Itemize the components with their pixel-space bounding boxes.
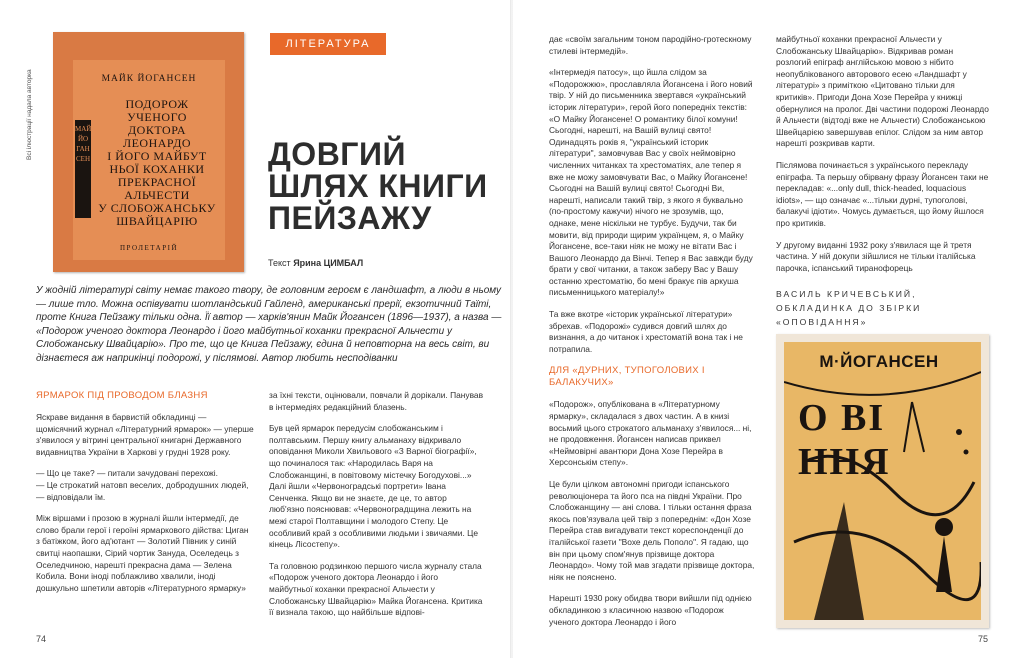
paragraph: «Подорож», опублікована в «Літературному ярмарку», складалася з двох частин. А в книзі восьмий цього строкатого альманаху з'явилося... ні, не продовження. Йогансен написав приквел «Неймовірні авантюри Дона Хозе Перейра в Херсонськім степу». <box>549 399 752 468</box>
illustration-title: О ВІ ННЯ <box>798 397 891 483</box>
paragraph: Та головною родзинкою першого числа журналу стала «Подорож ученого доктора Леонардо і його майбутньої коханки прекрасної Альчести у Слобожанську Швайцарію» Майка Йогансена. Критика її визнала такою, що найбільше відпові- <box>269 560 483 618</box>
cover-publisher: ПРОЛЕТАРІЙ <box>119 244 179 252</box>
paragraph: Між віршами і прозою в журналі йшли інтермедії, де слово брали герої і героїні ярмаркового дійства: Циган з батіжком, його ад'ютант — Золотий Півник у синій свитці наопашки, Сірий чортик Зануда, Оселедець з Оселедчиною, нарешті прекрасна дама — Зелена Кобила. Вони іноді поблажливо хвалили, іноді дошкульно шпетили авторів «Літературного ярмарку» <box>36 513 249 593</box>
article-title: ДОВГИЙ ШЛЯХ КНИГИ ПЕЙЗАЖУ <box>268 136 488 236</box>
photo-credit: Всі ілюстрації надала авторка <box>26 69 33 160</box>
left-column-2 <box>269 390 484 629</box>
paragraph: за їхні тексти, оцінювали, повчали й дорікали. Панував в інтермедіях редакційний блазень. <box>269 390 484 412</box>
paragraph: Нарешті 1930 року обидва твори вийшли під однією обкладинкою з класичною назвою «Подорож ученого доктора Леонардо і його <box>549 593 752 627</box>
cover-spine: МАЙК ЙО ГАН СЕН <box>75 120 91 218</box>
illustration-caption: ВАСИЛЬ КРИЧЕВСЬКИЙ, ОБКЛАДИНКА ДО ЗБІРКИ «ОПОВІДАННЯ» <box>776 289 922 327</box>
left-page <box>0 0 511 658</box>
paragraph: «Інтермедія патосу», що йшла слідом за «Подорожжю», прославляла Йогансена і його новий твір. У ній до письменника звертався «український історик літератури», герой його попередніх текстів: «О Майку Йогансене! О романтику білої комуни! Сьогодні, нарешті, на Вашій вулиці свято! Одинадцять років я, "український історик літератури", замовчував Вас у своїх неймовірно численних читанках та хрестоматіях, але тепер я вже не можу замовчувати Вас, о Майку Йогансене! Сьогодні на Вашій вулиці свято! Сьогодні Ви, нарешті, написали такий твір, з якого я буквально (по-простому кажучи) нічого не зрозумів, що, однаке, мене ніскільки не турбує. Будучи, так би мовити, від природи щирим українцем, я, о Майку Йогансене, все-таки ніяк не можу не вітати Вас і Вашого Леонардо да Вінчі. Тепер я Вас завжди буду брати у свої читанки, а також заберу Вас у Вашу останню хрестоматію, бо мені бракує пів аркуша письменницького матеріалу!» <box>549 67 753 298</box>
right-page <box>513 0 1024 658</box>
section-heading-fair: ЯРМАРОК ПІД ПРОВОДОМ БЛАЗНЯ <box>36 390 208 401</box>
left-column-1 <box>36 390 254 604</box>
paragraph: Це були цілком автономні пригоди іспанського революціонера та його пса на півдні України. Про Слобожанщину — ані слова. І тільки остання фраза якось пов'язувала цей твір з попереднім: «Дон Хозе Перейра став вигадувати текст кореспонденції до італійської газети "Вохе дель Пополо". Я гадаю, що він при цьому спом'янув прізвище доктора Леонардо». Чому той мав згадати прізвище доктора, ніяк не пояснено. <box>549 479 755 582</box>
illustration-author: М·ЙОГАНСЕН <box>819 352 939 371</box>
cover-title: ПОДОРОЖ УЧЕНОГО ДОКТОРА ЛЕОНАРДО І ЙОГО МАЙБУТ НЬОЇ КОХАНКИ ПРЕКРАСНОЇ АЛЬЧЕСТИ У СЛОБОЖАНСЬКУ ШВАЙЦАРІЮ <box>98 97 216 228</box>
paragraph: — Що це таке? — питали зачудовані перехожі. — Це строкатий натовп веселих, добродушних людей, — відповідали їм. <box>36 468 249 502</box>
cover-author: МАЙК ЙОГАНСЕН <box>101 74 197 84</box>
book-cover-frame <box>73 60 225 260</box>
category-label: ЛІТЕРАТУРА <box>270 33 386 55</box>
right-column-1 <box>549 34 755 638</box>
paragraph: Та вже вкотре «історик української літератури» збрехав. «Подорожі» судився довгий шлях до визнання, а до читанок і хрестоматій вона так і не потрапила. <box>549 309 743 354</box>
page-number-left: 74 <box>36 634 47 644</box>
paragraph: У другому виданні 1932 року з'явилася ще й третя частина. У ній докупи зійшлися не тільки італійська парочка, іспанський тиранофорець <box>776 239 976 273</box>
section-heading-idiots: ДЛЯ «ДУРНИХ, ТУПОГОЛОВИХ І БАЛАКУЧИХ» <box>549 365 705 389</box>
author-prefix: Текст <box>268 258 291 268</box>
illustration-image <box>776 334 989 628</box>
page-number-right: 75 <box>977 634 988 644</box>
book-cover-image <box>53 32 244 272</box>
paragraph: Післямова починається з українського перекладу епіграфа. Та перьшу обірвану фразу Йогансен таки не перекладав: «...only dull, thick-headed, loquacious idiots», — що означає «...тільки дурні, тупоголові, балакучі ідіоти». Чомусь думається, що йому йшлося про критиків. <box>776 159 989 228</box>
author-name: Ярина ЦИМБАЛ <box>293 258 364 268</box>
article-lead: У жодній літературі світу немає такого твору, де головним героєм є ландшафт, а люди в ньому — лише тло. Можна оспівувати шотландський Гайленд, американські прерії, екзотичний Таїті, проте Книга Пейзажу тільки одна. Її автор — харків'янин Майк Йогансен (1896—1937), а назва — «Подорож ученого доктора Леонардо і його майбутньої коханки прекрасної Альчести у Слобожанську Швайцарію». Про те, що це Книга Пейзажу, єдина й неповторна на весь світ, ви дізнаєтеся аж наприкінці подорожі, у післямові. Автор любить несподіванки <box>36 285 502 364</box>
paragraph: Яскраве видання в барвистій обкладинці — щомісячний журнал «Літературний ярмарок» — уперше з'явилося у вітрині центральної книгарні Державного видавництва України в Харкові у грудні 1928 року. <box>36 412 254 457</box>
paragraph: дає «своїм загальним тоном пародійно-гротескному стилеві інтермедій». <box>549 34 752 56</box>
right-column-2 <box>776 34 989 284</box>
paragraph: майбутньої коханки прекрасної Альчести у Слобожанську Швайцарію». Відкривав роман розлогий епіграф англійською мовою з нібито неопублікованого авторового есею «Ландшафт у літературі» з приміткою «Цитовано тільки для критиків». Пригоди Дона Хозе Перейра у книжці обернулися на пролог. Дві частини подорожі Леонардо й Альчести (відтоді вже не Альчести) Слобожанською Швейцарією завершував епілог. Слідом за ним автор нарешті розкривав карти. <box>776 34 989 149</box>
author-line <box>268 258 363 268</box>
paragraph: Був цей ярмарок передусім слобожанським і полтавським. Першу книгу альманаху відкривало оповідання Миколи Хвильового «З Варної біографії», що починалося так: «Народилась Варя на Слобожанщині, в повітовому містечку Богодухові...» Далі йшли «Червоноградські портрети» Івана Сенченка. Якщо ви не знаєте, де це, то автор люб'язно пояснював: «Червоноградщина лежить на межі старої Полтавщини і молодого Степу. Це особливий край з особливими людьми і звичаями. Це кінець Лісостепу». <box>269 423 478 550</box>
